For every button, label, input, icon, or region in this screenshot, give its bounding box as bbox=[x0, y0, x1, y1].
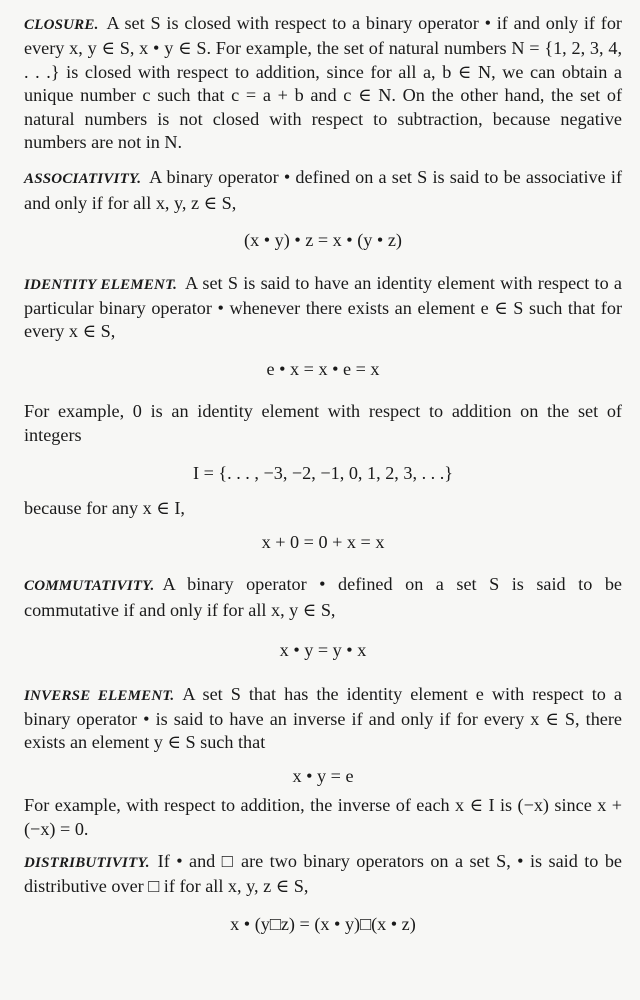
identity-equation: e • x = x • e = x bbox=[266, 358, 380, 379]
inverse-text: A set S that has the identity element e with respect to a binary operator • is said to have an inverse if and only if for every x ∈ S, there exists an element y ∈ S such that bbox=[24, 683, 622, 753]
associativity-text: A binary operator • defined on a set S is said to be associative if and only if for all x, y, z ∈ S, bbox=[24, 167, 622, 213]
because-text: because for any x ∈ I, bbox=[24, 497, 185, 518]
commutativity-text: A binary operator • defined on a set S is said to be commutative if and only if for all x, y ∈ S, bbox=[24, 574, 622, 620]
identity-text: A set S is said to have an identity element with respect to a particular binary operator • whenever there exists an element e ∈ S such that for every x ∈ S, bbox=[24, 272, 622, 342]
closure-text: A set S is closed with respect to a binary operator • if and only if for every x, y ∈ S, x • y ∈ S. For example, the set of natural numbers N = {1, 2, 3, 4, . . .} is closed with respect to addition, since for all a, b ∈ N, we can obtain a unique number c such that c = a + b and c ∈ N. On the other hand, the set of natural numbers is not closed with respect to subtraction, because negative numbers are not in N. bbox=[24, 13, 622, 153]
closure-term: CLOSURE. bbox=[24, 17, 99, 33]
additive-identity-equation: x + 0 = 0 + x = x bbox=[261, 531, 385, 552]
inverse-equation: x • y = e bbox=[292, 765, 354, 786]
commutativity-equation: x • y = y • x bbox=[279, 640, 367, 661]
commutativity-paragraph bbox=[24, 573, 622, 622]
inverse-paragraph bbox=[24, 683, 622, 755]
distributivity-paragraph bbox=[24, 850, 622, 899]
document-page bbox=[24, 12, 622, 936]
closure-paragraph bbox=[24, 12, 622, 154]
integer-set-equation: I = {. . . , −3, −2, −1, 0, 1, 2, 3, . . .} bbox=[192, 463, 454, 484]
distributivity-term: DISTRIBUTIVITY. bbox=[24, 854, 150, 871]
identity-paragraph bbox=[24, 272, 622, 344]
identity-example: For example, 0 is an identity element with respect to addition on the set of integers bbox=[24, 401, 622, 445]
inverse-term: INVERSE ELEMENT. bbox=[24, 687, 175, 704]
associativity-equation: (x • y) • z = x • (y • z) bbox=[244, 230, 402, 251]
associativity-term: ASSOCIATIVITY. bbox=[24, 171, 142, 188]
inverse-example: For example, with respect to addition, the inverse of each x ∈ I is (−x) since x + (−x) = 0. bbox=[24, 795, 622, 839]
distributivity-equation: x • (y□z) = (x • y)□(x • z) bbox=[230, 913, 416, 934]
commutativity-term: COMMUTATIVITY. bbox=[24, 578, 155, 595]
distributivity-text: If • and □ are two binary operators on a set S, • is said to be distributive over □ if for all x, y, z ∈ S, bbox=[24, 850, 622, 897]
associativity-paragraph bbox=[24, 166, 622, 215]
identity-term: IDENTITY ELEMENT. bbox=[24, 276, 178, 293]
